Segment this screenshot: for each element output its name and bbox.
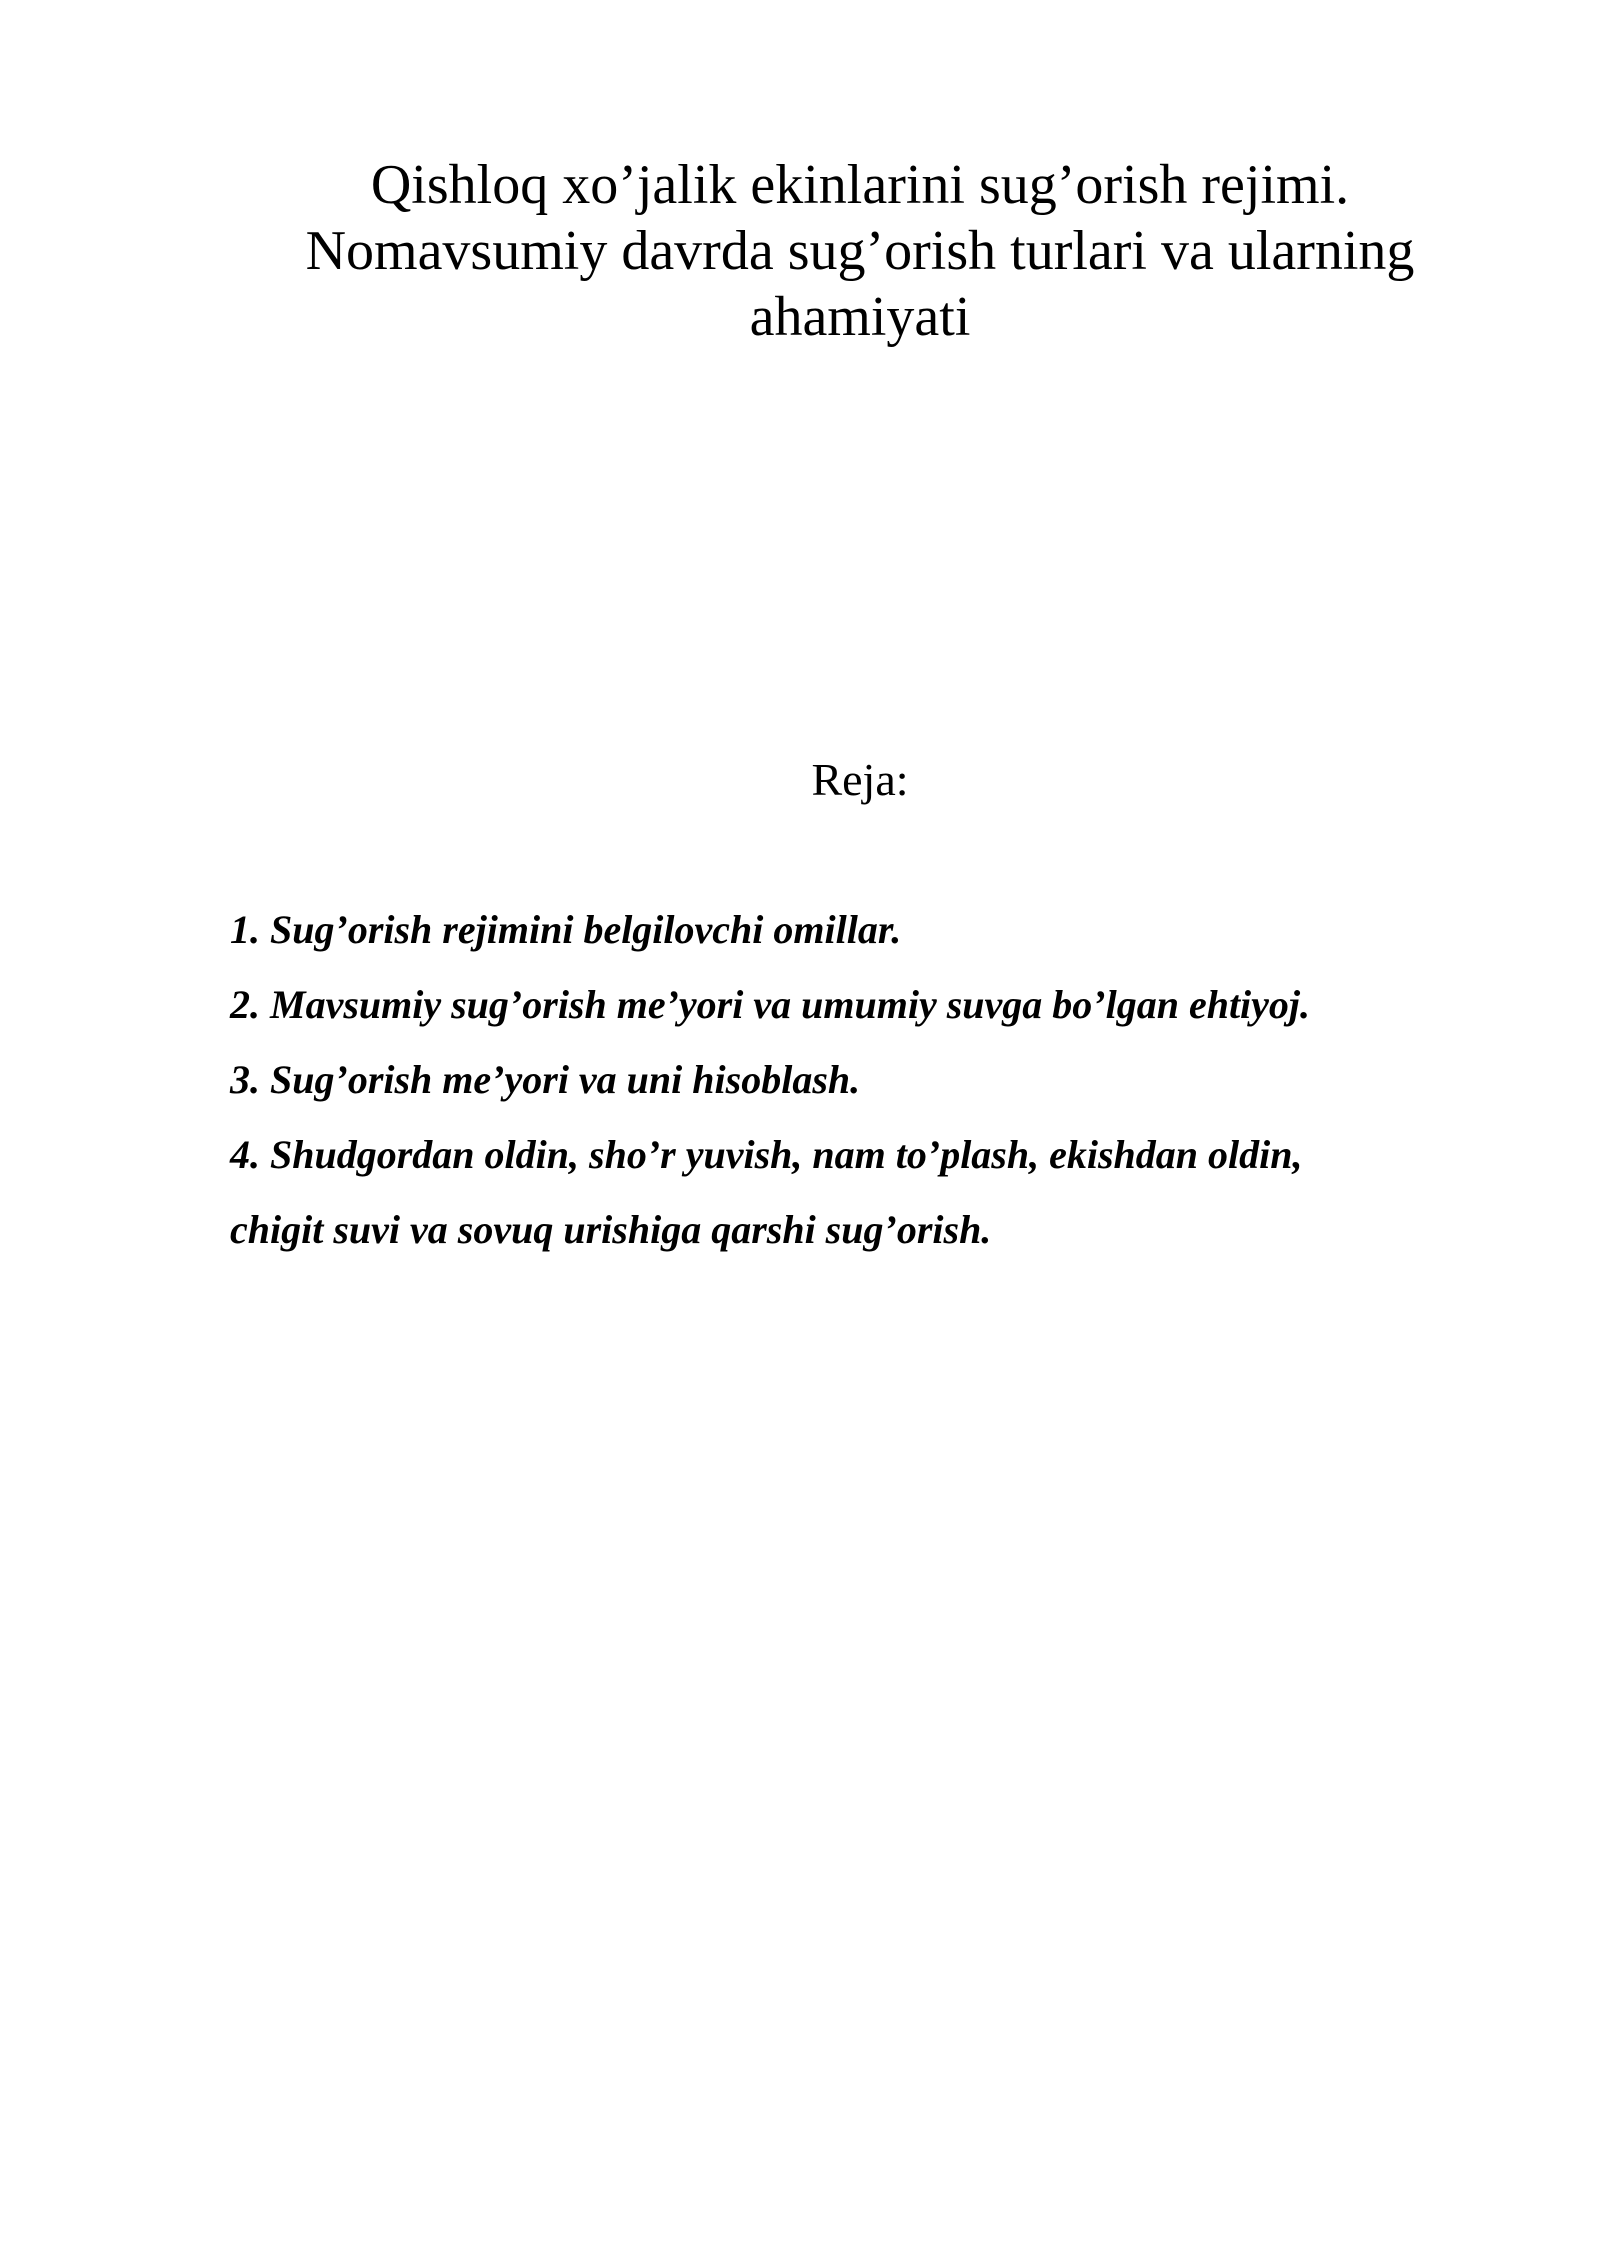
plan-list [230, 892, 1440, 1267]
plan-item-1: 1. Sug’orish rejimini belgilovchi omillar. [230, 907, 902, 952]
plan-heading: Reja: [811, 754, 909, 805]
plan-item-4: 4. Shudgordan oldin, sho’r yuvish, nam to’plash, ekishdan oldin, [230, 1132, 1303, 1177]
plan-item-4-continuation: chigit suvi va sovuq urishiga qarshi sug’orish. [230, 1207, 992, 1252]
plan-item-2: 2. Mavsumiy sug’orish me’yori va umumiy suvga bo’lgan ehtiyoj. [230, 982, 1311, 1027]
title-line-3: ahamiyati [749, 286, 971, 348]
document-title [230, 152, 1490, 350]
plan-item-3: 3. Sug’orish me’yori va uni hisoblash. [230, 1057, 861, 1102]
title-line-1: Qishloq xo’jalik ekinlarini sug’orish rejimi. [370, 154, 1350, 216]
title-line-2: Nomavsumiy davrda sug’orish turlari va ularning [305, 220, 1415, 282]
